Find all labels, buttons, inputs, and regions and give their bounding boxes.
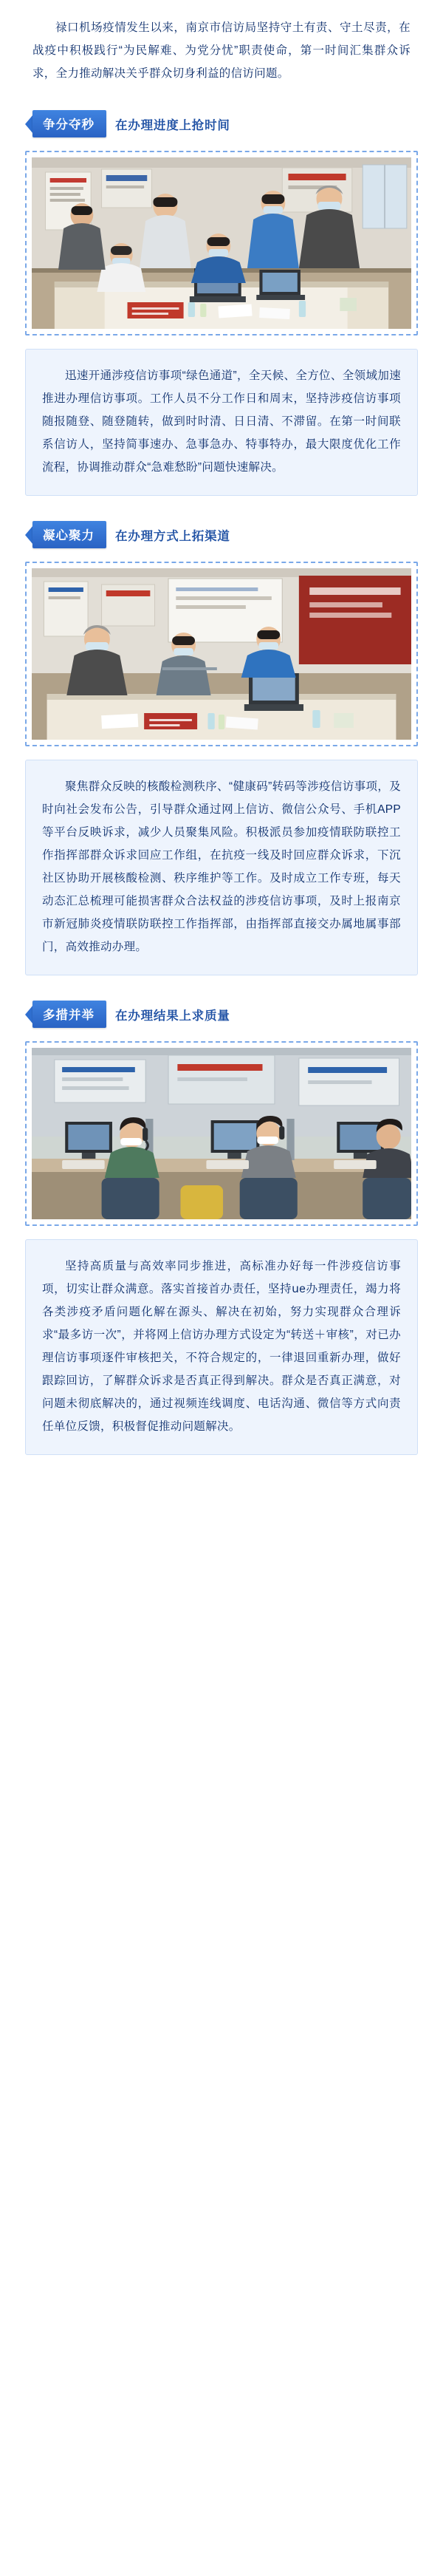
office-meeting-photo-1: [32, 157, 411, 329]
section-body-card-1: [25, 349, 418, 496]
photo-frame-3: [25, 1041, 418, 1226]
section-subtitle-1: 在办理进度上抢时间: [115, 118, 230, 132]
section-subtitle-3: 在办理结果上求质量: [115, 1009, 230, 1023]
section-ribbon-label-1: 争分夺秒: [32, 110, 106, 137]
photo-frame-2: [25, 562, 418, 746]
intro-paragraph: 禄口机场疫情发生以来，南京市信访局坚持守土有责、守土尽责，在战疫中积极践行“为民解难、为党分忧”职责使命，第一时间汇集群众诉求，全力推动解决关乎群众切身利益的信访问题。: [32, 21, 411, 80]
section-heading-1: [0, 110, 443, 137]
section-heading-2: [0, 521, 443, 548]
section-heading-3: [0, 1001, 443, 1028]
intro-section: [0, 0, 443, 85]
section-body-text-3: 坚持高质量与高效率同步推进，高标准办好每一件涉疫信访事项，切实让群众满意。落实首接首办责任，坚持սe办理责任，竭力将各类涉疫矛盾问题化解在源头、解决在初始，努力实现群众合理诉求“最多访一次”，并将网上信访办理方式设定为“转送＋审核”，对已办理信访事项逐件审核把关，不符合规定的，一律退回重新办理，做好跟踪回访，了解群众诉求是否真正得到解决。群众是否真正满意，对问题未彻底解决的，通过视频连线调度、电话沟通、微信等方式向责任单位反馈，积极督促推动问题解决。: [42, 1260, 401, 1433]
office-meeting-photo-2: [32, 568, 411, 740]
section-ribbon-label-2: 凝心聚力: [32, 521, 106, 548]
section-body-card-2: [25, 760, 418, 975]
section-subtitle-2: 在办理方式上拓渠道: [115, 529, 230, 543]
section-body-text-1: 迅速开通涉疫信访事项“绿色通道”，全天候、全方位、全领域加速推进办理信访事项。工作人员不分工作日和周末，坚持涉疫信访事项随报随登、随登随转，做到时时清、日日清、不滞留。在第一时间联系信访人，坚持简事速办、急事急办、特事特办，最大限度优化工作流程，协调推动群众“急难愁盼”问题快速解决。: [42, 369, 401, 474]
section-body-text-2: 聚焦群众反映的核酸检测秩序、“健康码”转码等涉疫信访事项，及时向社会发布公告，引导群众通过网上信访、微信公众号、手机APP等平台反映诉求，减少人员聚集风险。积极派员参加疫情联防联控工作指挥部群众诉求回应工作组，在抗疫一线及时回应群众诉求，下沉社区协助开展核酸检测、秩序维护等工作。及时成立工作专班，每天动态汇总梳理可能损害群众合法权益的涉疫信访事项，及时上报南京市新冠肺炎疫情联防联控工作指挥部，由指挥部直接交办属地属事部门，高效推动办理。: [42, 780, 401, 953]
photo-frame-1: [25, 151, 418, 335]
call-center-photo-3: [32, 1048, 411, 1219]
section-body-card-3: [25, 1239, 418, 1455]
section-ribbon-label-3: 多措并举: [32, 1001, 106, 1028]
